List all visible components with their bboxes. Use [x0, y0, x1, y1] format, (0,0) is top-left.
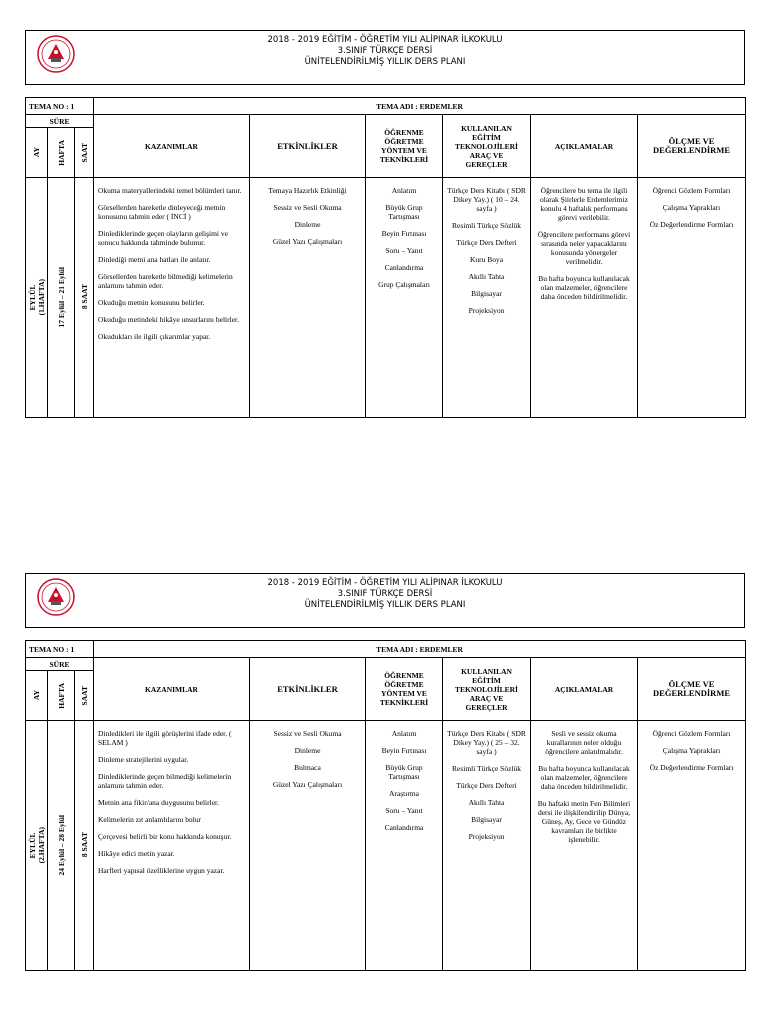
- yontem-item: Soru – Yanıt: [385, 806, 423, 815]
- olcme-cell: [638, 721, 746, 971]
- col-teknoloji-line: GEREÇLER: [465, 159, 508, 169]
- col-yontem: [366, 658, 443, 721]
- teknoloji-item: Bilgisayar: [471, 289, 502, 298]
- document-header: [25, 30, 745, 85]
- col-etkinlikler: ETKİNLİKLER: [250, 658, 366, 721]
- col-kazanimlar: KAZANIMLAR: [94, 115, 250, 178]
- kazanim-item: Dinlediği metni ana hatları ile anlatır.: [98, 255, 211, 264]
- yontem-item: Anlatım: [391, 186, 417, 195]
- col-ay: AY: [26, 671, 48, 721]
- etkinlikler-cell: [250, 721, 366, 971]
- kazanim-item: Okuduğu metindeki hikâye unsurlarını belirler.: [98, 315, 240, 324]
- col-etkinlikler: ETKİNLİKLER: [250, 115, 366, 178]
- kazanim-item: Okudukları ile ilgili çıkarımlar yapar.: [98, 332, 211, 341]
- olcme-item: Çalışma Yaprakları: [662, 746, 721, 755]
- col-yontem-line: ÖĞRENME: [384, 128, 424, 137]
- col-yontem-line: ÖĞRETME: [384, 137, 424, 146]
- saat-value: 8 SAAT: [75, 178, 94, 418]
- tema-no: TEMA NO : 1: [26, 641, 94, 658]
- teknoloji-item: Türkçe Ders Kitabı ( SDR Dikey Yay.) ( 25 – 32. sayfa ): [447, 729, 526, 756]
- col-aciklamalar: AÇIKLAMALAR: [531, 658, 638, 721]
- kazanim-item: Kelimelerin zıt anlamlılarını bulur: [98, 815, 202, 824]
- kazanim-item: Görsellerden hareketle bilmediği kelimelerin anlamını tahmin eder.: [98, 272, 233, 290]
- etkinlik-item: Dinleme: [294, 220, 321, 229]
- teknoloji-item: Resimli Türkçe Sözlük: [451, 764, 522, 773]
- document-header: [25, 573, 745, 628]
- aciklama-item: Bu hafta boyunca kullanılacak olan malzemeler, öğrencilere daha önceden bildirilmelidir.: [538, 274, 630, 301]
- aciklama-item: Öğrencilere performans görevi sırasında neler yapacaklarını konusunda yönergeler verilmelidir.: [537, 230, 631, 266]
- col-hafta: HAFTA: [48, 671, 75, 721]
- col-ay: AY: [26, 128, 48, 178]
- col-olcme-line: ÖLÇME VE: [668, 136, 715, 146]
- kazanimlar-cell: [94, 178, 250, 418]
- yontem-item: Beyin Fırtınası: [381, 229, 427, 238]
- teknoloji-item: Bilgisayar: [471, 815, 502, 824]
- hafta-value: 17 Eylül – 21 Eylül: [48, 178, 75, 418]
- col-olcme: [638, 115, 746, 178]
- kazanim-item: Harfleri yapısal özelliklerine uygun yazar.: [98, 866, 225, 875]
- kazanim-item: Dinledikleri ile ilgili görüşlerini ifade eder. ( SELAM ): [98, 729, 232, 747]
- teknoloji-item: Projeksiyon: [468, 306, 505, 315]
- aciklama-item: Sesli ve sessiz okuma kurallarının neler olduğu öğrencilere anlatılmalıdır.: [545, 729, 623, 756]
- teknoloji-item: Kuru Boya: [469, 255, 504, 264]
- col-teknoloji-line: EĞİTİM: [472, 132, 501, 142]
- olcme-item: Öz Değerlendirme Formları: [649, 220, 734, 229]
- kazanim-item: Görsellerden hareketle dinleyeceği metnin konusunu tahmin eder ( İNCİ ): [98, 203, 226, 221]
- col-olcme-line: DEĞERLENDİRME: [653, 688, 731, 698]
- kazanimlar-cell: [94, 721, 250, 971]
- etkinlik-item: Sessiz ve Sesli Okuma: [273, 203, 342, 212]
- etkinlikler-cell: [250, 178, 366, 418]
- kazanim-item: Dinlediklerinde geçen bilmediği kelimelerin anlamını tahmin eder.: [98, 772, 232, 790]
- col-yontem-line: YÖNTEM VE: [381, 689, 427, 698]
- col-yontem-line: TEKNİKLERİ: [379, 698, 429, 707]
- col-olcme-line: DEĞERLENDİRME: [653, 145, 731, 155]
- kazanim-item: Hikâye edici metin yazar.: [98, 849, 175, 858]
- plan-table: [25, 97, 746, 418]
- aciklamalar-cell: [531, 178, 638, 418]
- teknoloji-item: Türkçe Ders Kitabı ( SDR Dikey Yay.) ( 10 – 24. sayfa ): [447, 186, 526, 213]
- plan-table: [25, 640, 746, 971]
- teknoloji-cell: [443, 178, 531, 418]
- header-line-course: 3.SINIF TÜRKÇE DERSİ: [337, 46, 433, 56]
- col-teknoloji-line: TEKNOLOJİLERİ: [455, 684, 518, 694]
- kazanim-item: Metnin ana fikir/ana duygusunu belirler.: [98, 798, 220, 807]
- tema-adi: TEMA ADI : ERDEMLER: [94, 98, 746, 115]
- teknoloji-item: Türkçe Ders Defteri: [456, 781, 517, 790]
- col-yontem-line: TEKNİKLERİ: [379, 155, 429, 164]
- yontem-item: Grup Çalışmaları: [378, 280, 430, 289]
- teknoloji-item: Resimli Türkçe Sözlük: [451, 221, 522, 230]
- olcme-item: Öz Değerlendirme Formları: [649, 763, 734, 772]
- col-olcme-line: ÖLÇME VE: [668, 679, 715, 689]
- header-line-course: 3.SINIF TÜRKÇE DERSİ: [337, 589, 433, 599]
- yontem-item: Canlandırma: [384, 263, 424, 272]
- col-teknoloji-line: EĞİTİM: [472, 675, 501, 685]
- col-kazanimlar: KAZANIMLAR: [94, 658, 250, 721]
- header-line-school: 2018 - 2019 EĞİTİM - ÖĞRETİM YILI ALİPINAR İLKOKULU: [267, 578, 503, 588]
- teknoloji-item: Türkçe Ders Defteri: [456, 238, 517, 247]
- tema-no: TEMA NO : 1: [26, 98, 94, 115]
- olcme-item: Çalışma Yaprakları: [662, 203, 721, 212]
- kazanim-item: Okuduğu metnin konusunu belirler.: [98, 298, 205, 307]
- col-teknoloji-line: ARAÇ VE: [469, 693, 504, 703]
- yontem-item: Anlatım: [391, 729, 417, 738]
- olcme-item: Öğrenci Gözlem Formları: [652, 186, 731, 195]
- olcme-cell: [638, 178, 746, 418]
- yontem-item: Soru – Yanıt: [385, 246, 423, 255]
- col-yontem-line: ÖĞRENME: [384, 671, 424, 680]
- aciklama-item: Bu hafta boyunca kullanılacak olan malzemeler, öğrencilere daha önceden bildirilmelidir.: [538, 764, 630, 791]
- col-aciklamalar: AÇIKLAMALAR: [531, 115, 638, 178]
- tema-adi: TEMA ADI : ERDEMLER: [94, 641, 746, 658]
- header-line-school: 2018 - 2019 EĞİTİM - ÖĞRETİM YILI ALİPINAR İLKOKULU: [267, 35, 503, 45]
- kazanim-item: Dinleme stratejilerini uygular.: [98, 755, 189, 764]
- etkinlik-item: Dinleme: [294, 746, 321, 755]
- teknoloji-item: Akıllı Tahta: [468, 272, 505, 281]
- col-olcme: [638, 658, 746, 721]
- aciklamalar-cell: [531, 721, 638, 971]
- sure-label: SÜRE: [26, 658, 94, 671]
- col-hafta: HAFTA: [48, 128, 75, 178]
- yontem-item: Beyin Fırtınası: [381, 746, 427, 755]
- yontem-cell: [366, 178, 443, 418]
- teknoloji-item: Projeksiyon: [468, 832, 505, 841]
- ay-value: EYLÜL (1.HAFTA): [26, 178, 48, 418]
- aciklama-item: Bu haftaki metin Fen Bilimleri dersi ile ilişkilendirilip Dünya, Güneş, Ay, Gece ve Gündüz kavramları ile birlikte işlenebilir.: [537, 799, 631, 844]
- etkinlik-item: Güzel Yazı Çalışmaları: [272, 237, 343, 246]
- header-line-plan: ÜNİTELENDİRİLMİŞ YILLIK DERS PLANI: [304, 57, 466, 67]
- kazanim-item: Okuma materyallerindeki temel bölümleri tanır.: [98, 186, 242, 195]
- teknoloji-item: Akıllı Tahta: [468, 798, 505, 807]
- saat-value: 8 SAAT: [75, 721, 94, 971]
- teknoloji-cell: [443, 721, 531, 971]
- yontem-item: Büyük Grup Tartışması: [385, 763, 423, 781]
- col-teknoloji-line: GEREÇLER: [465, 702, 508, 712]
- ay-value: EYLÜL (2.HAFTA): [26, 721, 48, 971]
- etkinlik-item: Sessiz ve Sesli Okuma: [273, 729, 342, 738]
- col-teknoloji-line: KULLANILAN: [461, 666, 512, 676]
- col-yontem: [366, 115, 443, 178]
- col-teknoloji: [443, 658, 531, 721]
- yontem-item: Araştırma: [389, 789, 419, 798]
- etkinlik-item: Temaya Hazırlık Etkinliği: [268, 186, 347, 195]
- col-saat: SAAT: [75, 128, 94, 178]
- header-line-plan: ÜNİTELENDİRİLMİŞ YILLIK DERS PLANI: [304, 600, 466, 610]
- yontem-item: Canlandırma: [384, 823, 424, 832]
- etkinlik-item: Bulmaca: [294, 763, 321, 772]
- col-saat: SAAT: [75, 671, 94, 721]
- col-teknoloji: [443, 115, 531, 178]
- aciklama-item: Öğrencilere bu tema ile ilgili olarak Şiirlerle Erdemlerimiz konulu 4 haftalık performans görevi verilebilir.: [540, 186, 628, 222]
- yontem-cell: [366, 721, 443, 971]
- hafta-value: 24 Eylül – 28 Eylül: [48, 721, 75, 971]
- olcme-item: Öğrenci Gözlem Formları: [652, 729, 731, 738]
- etkinlik-item: Güzel Yazı Çalışmaları: [272, 780, 343, 789]
- col-teknoloji-line: ARAÇ VE: [469, 150, 504, 160]
- col-yontem-line: YÖNTEM VE: [381, 146, 427, 155]
- kazanim-item: Dinlediklerinde geçen olayların gelişimi ve sonucu hakkında tahminde bulunur.: [98, 229, 228, 247]
- yontem-item: Büyük Grup Tartışması: [385, 203, 423, 221]
- kazanim-item: Çerçevesi belirli bir konu hakkında konuşur.: [98, 832, 232, 841]
- col-teknoloji-line: KULLANILAN: [461, 123, 512, 133]
- sure-label: SÜRE: [26, 115, 94, 128]
- col-teknoloji-line: TEKNOLOJİLERİ: [455, 141, 518, 151]
- col-yontem-line: ÖĞRETME: [384, 680, 424, 689]
